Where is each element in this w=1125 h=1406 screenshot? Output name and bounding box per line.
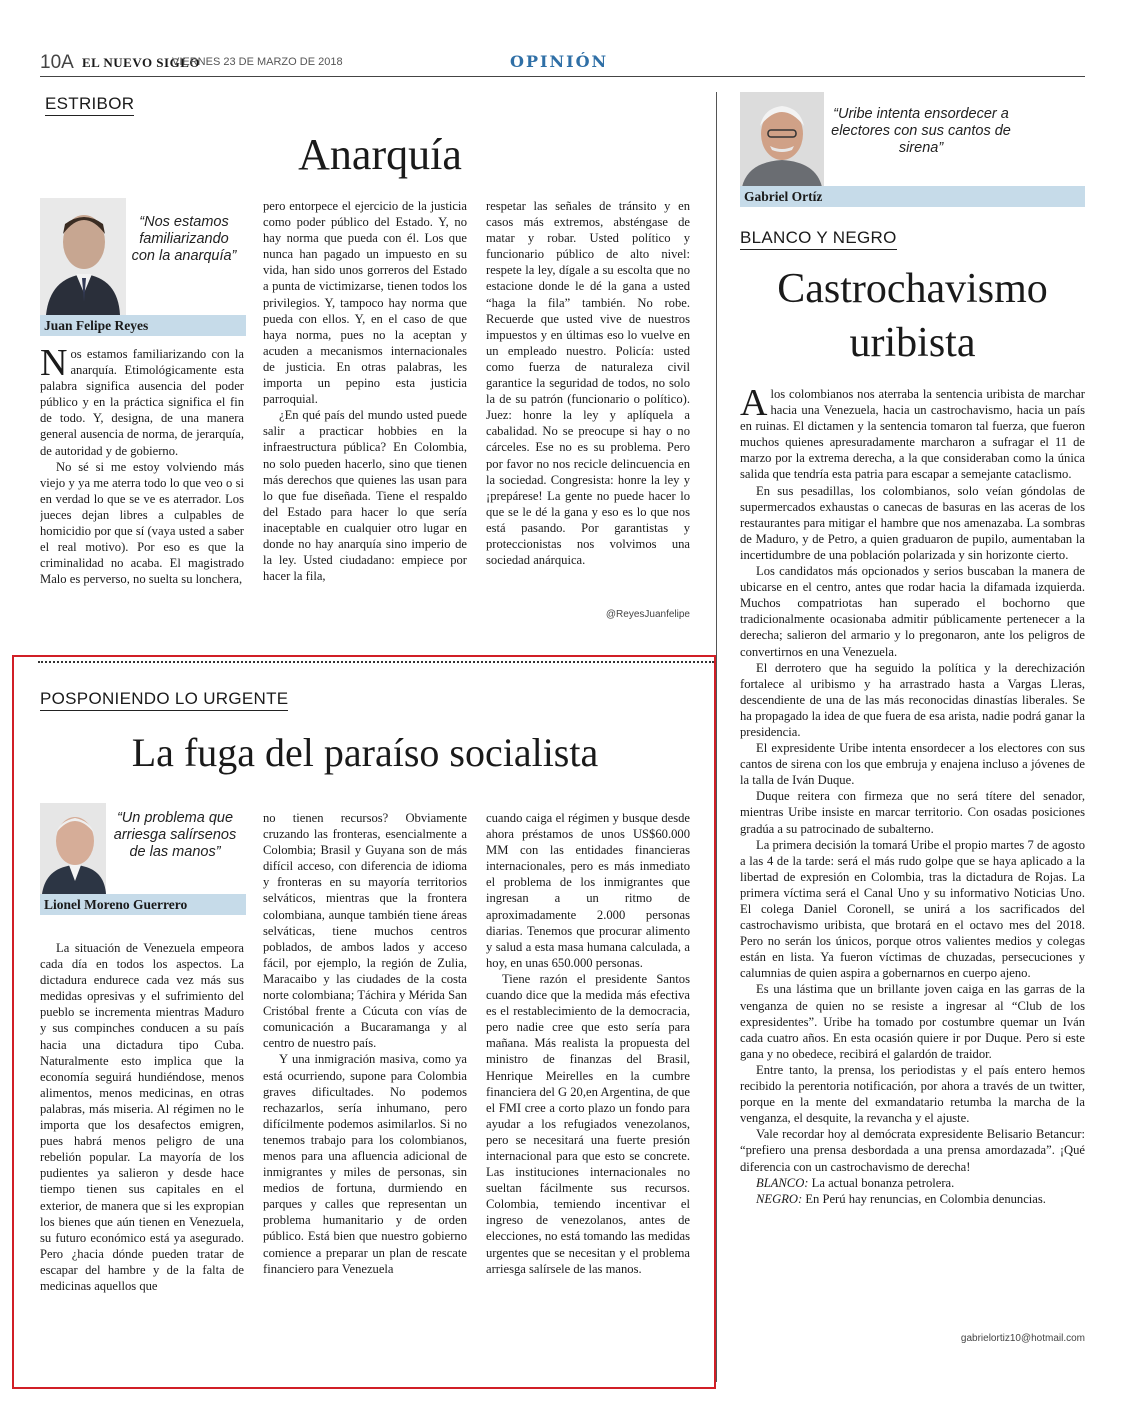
article1-col2-p2: ¿En qué país del mundo usted puede salir a practicar hobbies en la infraestructura pública? En Colombia, no solo pueden hacerlo, sino que tienen más derechos que quienes las usan para lo que fue diseñada. Tiene el respaldo del Estado para hacer lo que sería inaceptable en cualquier otro lugar en donde no hay anarquía sino imperio de la ley. Usted ciudadano: empiece por hacer la fila,: [263, 408, 467, 584]
article3-quote: “Uribe intenta ensordecer a electores con sus cantos de sirena”: [831, 106, 1011, 156]
article3-title-line2: uribista: [849, 320, 976, 366]
article3-p1: los colombianos nos aterraba la sentencia uribista de marchar hacia una Venezuela, hacia un castrochavismo, hacia un país en ruinas. El dictamen y la sentencia tomaron tal fuerza, que fueron muchos quienes apresuradamente marcharon a sufragar el 11 de marzo por la extrema derecha, a la que consideraban como la única salida que tendría esta patria para escapar a semejante cataclismo.: [740, 387, 1085, 482]
article1-column-2: [263, 198, 467, 624]
column-divider: [716, 92, 717, 1382]
article2-column-1: [40, 940, 244, 1352]
portrait-icon: [40, 198, 126, 315]
article2-quote: “Un problema que arriesga salírsenos de las manos”: [113, 810, 237, 860]
article2-column-3: [486, 810, 690, 1350]
article3-title: [740, 262, 1085, 370]
article3-p2: En sus pesadillas, los colombianos, solo veían góndolas de supermercados exhaustas o canecas de basuras en las aceras de los restaurantes para mitigar el hambre que nos amenazaba. La sombras de Maduro, y de Petro, a quien graduaron de pupilo, aumentaban la incertidumbre de una población polarizada y sin horizonte cierto.: [740, 483, 1085, 562]
article1-column-1: [40, 346, 244, 626]
article3-dropcap: A: [740, 386, 768, 424]
article3-kicker: BLANCO Y NEGRO: [740, 228, 897, 250]
article1-dropcap: N: [40, 346, 68, 384]
article1-col1-p1: os estamos familiarizando con la anarquía. Etimológicamente esta palabra significa ausencia del poder público y en la práctica significa el fin de todo. Y, designa, de una manera general ausencia de norma, de jerarquía, de autoridad y de gobierno.: [40, 347, 244, 458]
article3-body: [740, 386, 1085, 1331]
article3-p10: Vale recordar hoy al demócrata expresidente Belisario Betancur: “prefiero una prensa desbordada a una prensa amordazada”. ¡Qué diferencia con un castrochavismo de derecha!: [740, 1127, 1085, 1174]
article2-col3-p2: Tiene razón el presidente Santos cuando dice que la medida más efectiva es el restablecimiento de la democracia, pero nadie cree que esto sería para mañana. Más realista la propuesta del ministro de finanzas del Brasil, Henrique Meirelles en la cumbre financiera del G 20,en Argentina, de que el FMI cree a corto plazo un fondo para ayudar a los refugiados venezolanos, pero se necesitará una fuerte presión internacional para que esto se concrete. Las instituciones internacionales no sueltan fácilmente sus recursos. Colombia, temiendo incentivar el ingreso de venezolanos, antes de elecciones, no está tomando las medidas urgentes que se necesitan y el problema arriesga salírsele de las manos.: [486, 971, 690, 1276]
section-name: OPINIÓN: [510, 52, 609, 71]
dotted-separator: [38, 661, 714, 663]
article1-twitter-handle: @ReyesJuanfelipe: [605, 609, 690, 620]
page-number: 10A: [40, 52, 74, 73]
blanco-text: La actual bonanza petrolera.: [808, 1175, 955, 1190]
portrait-icon: [40, 803, 106, 894]
portrait-icon: [740, 92, 824, 187]
negro-label: NEGRO:: [756, 1191, 803, 1206]
article1-col1-p2: No sé si me estoy volviendo más viejo y ya me aterra todo lo que veo o si en verdad lo que se ve es aterrador. Los jueces dejan libres a culpables de homicidio por que sí (vaya usted a saber el real motivo). Por eso es que la criminalidad no acaba. El magistrado Malo es perverso, no suelta su lonchera,: [40, 459, 244, 587]
article2-title: La fuga del paraíso socialista: [131, 730, 599, 775]
newspaper-name: EL NUEVO SIGLO: [82, 55, 200, 70]
article3-negro: [740, 1191, 1085, 1207]
issue-date: VIERNES 23 DE MARZO DE 2018: [172, 56, 343, 68]
article2-kicker: POSPONIENDO LO URGENTE: [40, 689, 288, 711]
article2-col2-p2: Y una inmigración masiva, como ya está ocurriendo, supone para Colombia graves dificultades. No podemos rechazarlos, sería inhumano, pero difícilmente podemos asimilarlos. Si no tenemos trabajo para los colombianos, menos para una afluencia adicional de inmigrantes y miles de personas, sin medios de fortuna, durmiendo en parques y calles que representan un problema humanitario y de orden público. Está bien que nuestro gobierno comience a preparar un plan de rescate financiero para Venezuela: [263, 1052, 467, 1276]
blanco-label: BLANCO:: [756, 1175, 809, 1190]
article3-email: gabrielortiz10@hotmail.com: [960, 1333, 1085, 1344]
negro-text: En Perú hay renuncias, en Colombia denuncias.: [802, 1191, 1046, 1206]
article2-col3-p1: cuando caiga el régimen y busque desde ahora préstamos de unos US$60.000 MM con las entidades financieras internacionales, pero es más inmediato el problema de los inmigrantes que ingresan a un ritmo de aproximadamente 2.000 personas diarias. Tenemos que procurar alimento y salud a esta masa humana calculada, a hoy, en unas 650.000 personas.: [486, 811, 690, 970]
article2-byline: Lionel Moreno Guerrero: [40, 894, 246, 915]
author-photo-juan-felipe-reyes: [40, 198, 126, 315]
article3-p5: El expresidente Uribe intenta ensordecer a los electores con sus cantos de sirena con los que embruja y enajena incluso a jóvenes de la talla de Iván Duque.: [740, 741, 1085, 788]
article2-column-2: [263, 810, 467, 1352]
article3-title-line1: Castrochavismo: [777, 266, 1048, 312]
article1-title: Anarquía: [298, 130, 462, 179]
article2-col1-p1: La situación de Venezuela empeora cada día en todos los aspectos. La dictadura endurece cada vez más sus medidas opresivas y el sufrimiento del pueblo se incrementa mientras Maduro y sus compinches conducen a su país hacia una dictadura tipo Cuba. Naturalmente esto implica que la economía seguirá hundiéndose, menos alimentos, menos medicinas, en otras palabras, más miseria. Al régimen no le importa que los desafectos emigren, pues habrá menos peligro de una rebelión popular. La mayoría de los pudientes ya salieron y desde hace tiempo tienen sus capitales en el exterior, de manera que si les expropian los bienes que aún tienen en Venezuela, su futuro económico está ya asegurado. Pero ¿hacia dónde pueden tratar de escapar del hambre y de la falta de medicinas aquellos que: [40, 941, 244, 1293]
article3-byline: Gabriel Ortíz: [740, 186, 1085, 207]
article3-p9: Entre tanto, la prensa, los periodistas y el país entero hemos recibido la perentoria notificación, por ahora a través de un twitter, porque en la mente del exmandatario retumba la marcha de la venganza, el desquite, la revancha y el ajuste.: [740, 1062, 1085, 1126]
article3-p8: Es una lástima que un brillante joven caiga en las garras de la venganza de quien no se resiste a ingresar al “Club de los expresidentes”. Uribe ha tomado por costumbre quemar un Iván cada cuatro años. En esta ocasión quiere ir por Duque. Pero si este gana y no obedece, recibirá el galardón de traidor.: [740, 982, 1085, 1061]
article1-kicker: ESTRIBOR: [45, 94, 134, 116]
author-photo-gabriel-ortiz: [740, 92, 824, 187]
article3-p3: Los candidatos más opcionados y serios buscaban la manera de ubicarse en el centro, antes que rodar hacia la difamada izquierda. Muchos compatriotas han superado el bochorno que tradicionalmente ocasionaba admitir públicamente pertenecer a la derecha; salieron del armario y lo pregonaron, ante los peligros de convertirnos en una Venezuela.: [740, 564, 1085, 659]
article2-col2-p1: no tienen recursos? Obviamente cruzando las fronteras, esencialmente a Colombia; Brasil y Guyana son de más difícil acceso, con diferencia de idioma y fronteras en su mayoría territorios selváticos, mientras que la frontera colombiana, aunque también tiene áreas selváticas, tiene muchos centros poblados, de ambos lados y acceso fácil, por ejemplo, la región de Zulia, Maracaibo y las ciudades de la costa norte colombiana; Táchira y Mérida San Cristóbal frente a Cúcuta con vías de comunicación a Bucaramanga y al centro de nuestro país.: [263, 811, 467, 1051]
article3-blanco: [740, 1175, 1085, 1191]
article1-col2-p1: pero entorpece el ejercicio de la justicia como poder público del Estado. Y, no hay norma que pueda con él. Los que nunca han pagado un impuesto en su vida, han sido unos gorreros del Estado a punta de victimizarse, tienen todos los privilegios. Y, tampoco hay norma que pueda con ellos. Y, en el caso de que haya norma, pues no la aceptan y acuden a mecanismos internacionales de justicia. En otras palabras, les importa un pepino esta justicia parroquial.: [263, 199, 467, 407]
article3-p7: La primera decisión la tomará Uribe el propio martes 7 de agosto a las 4 de la tarde: será el más rudo golpe que se haya aplicado a la libertad de expresión en Colombia, tras la dictadura de Rojas. La primera víctima será el Canal Uno y su informativo Noticias Uno. El colega Daniel Coronell, se unirá a los sacrificados del castrochavismo uribista, que brotará en el octavo mes del 2018. Pero no serán los únicos, porque otros valientes medios y colegas están en lista. Ya fueron víctimas de chuzadas, persecuciones y calumnias de quien aspira a gobernarnos en cuerpo ajeno.: [740, 837, 1085, 981]
article1-column-3: [486, 198, 690, 608]
page-header: [40, 50, 1085, 77]
author-photo-lionel-moreno: [40, 803, 106, 894]
article3-p6: Duque reitera con firmeza que no será títere del senador, mientras Uribe insiste en marcar territorio. Con osadas posiciones gradúa a su patrocinado de subalterno.: [740, 789, 1085, 836]
article1-quote: “Nos estamos familiarizando con la anarquía”: [131, 214, 237, 264]
article1-byline: Juan Felipe Reyes: [40, 315, 246, 336]
article3-p4: El derrotero que ha seguido la política y la derechización fortalece al uribismo y ha arrastrado hasta a Vargas Lleras, descendiente de una de las más reconocidas dinastías liberales. Se ha propagado la idea de que fuera de esa arista, nadie podrá ganar la presidencia.: [740, 660, 1085, 739]
article1-col3-p1: respetar las señales de tránsito y en casos más extremos, absténgase de matar y robar. Usted político y funcionario público de alto nivel: respete la ley, dígale a su escolta que no estacione donde le dé la gana a usted “haga la fila” también. No robe. Recuerde que usted vive de nuestros impuestos y en últimas eso lo vuelve en un empleado nuestro. Policía: usted como fuerza de naturaleza civil garantice la seguridad de todos, no solo la de su patrón (funcionario o político). Juez: honre la ley y aplíquela a cabalidad. No se preocupe si hay o no cárceles. Ese no es su problema. Pero por favor no nos recicle delincuencia en la sociedad. Congresista: honre la ley y ¡prepárese! La gente no puede hacer lo que se le dé la gana y eso es lo que nos está pasando. Por garantistas y proteccionistas nos volvimos una sociedad anárquica.: [486, 199, 690, 568]
